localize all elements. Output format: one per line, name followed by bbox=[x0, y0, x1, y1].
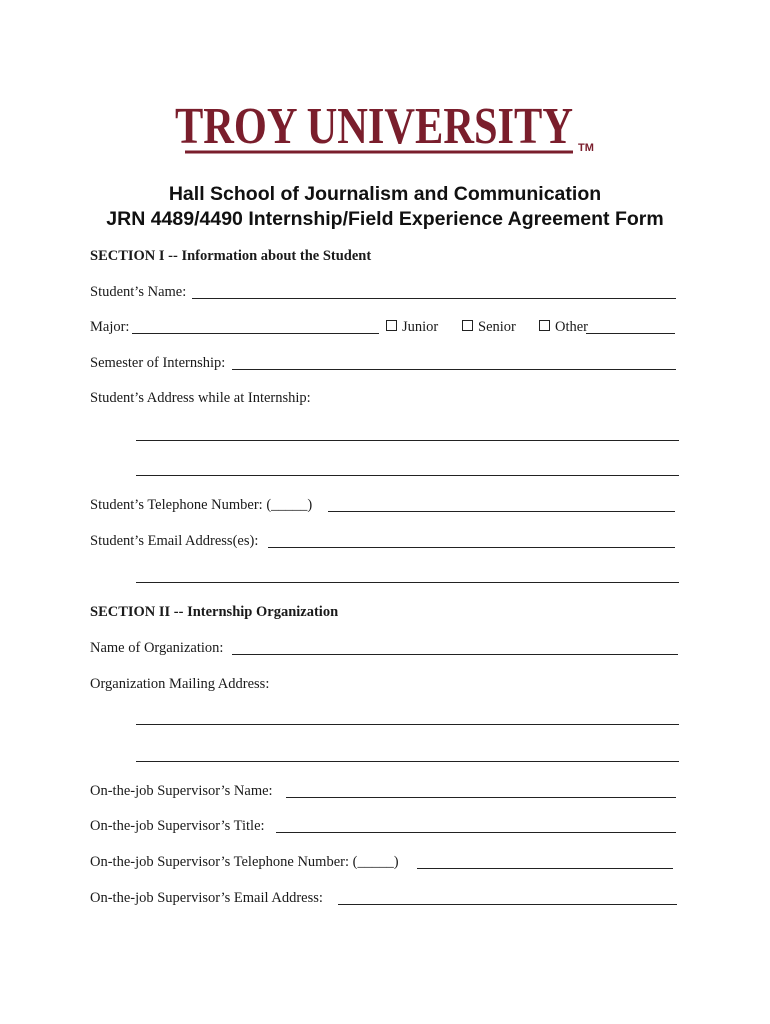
supervisor-email-field[interactable] bbox=[338, 904, 677, 905]
student-address-line-2[interactable] bbox=[136, 475, 679, 476]
other-field[interactable] bbox=[586, 333, 675, 334]
org-address-line-2[interactable] bbox=[136, 761, 679, 762]
section-1-title: SECTION I -- Information about the Student bbox=[90, 248, 372, 264]
student-email-label: Student’s Email Address(es): bbox=[90, 533, 259, 549]
major-label: Major: bbox=[90, 319, 130, 335]
checkbox-icon bbox=[539, 320, 550, 331]
troy-university-logo bbox=[175, 96, 605, 156]
student-email-field[interactable] bbox=[268, 547, 675, 548]
student-email-line-2[interactable] bbox=[136, 582, 679, 583]
junior-checkbox[interactable] bbox=[386, 319, 438, 336]
supervisor-title-label: On-the-job Supervisor’s Title: bbox=[90, 818, 265, 834]
org-address-line-1[interactable] bbox=[136, 724, 679, 725]
semester-label: Semester of Internship: bbox=[90, 355, 226, 371]
student-phone-field[interactable] bbox=[328, 511, 675, 512]
org-name-label: Name of Organization: bbox=[90, 640, 224, 656]
senior-label: Senior bbox=[478, 319, 516, 335]
semester-field[interactable] bbox=[232, 369, 676, 370]
student-name-label: Student’s Name: bbox=[90, 284, 187, 300]
section-2-title: SECTION II -- Internship Organization bbox=[90, 604, 339, 620]
other-checkbox[interactable] bbox=[539, 319, 588, 336]
checkbox-icon bbox=[386, 320, 397, 331]
other-label: Other bbox=[555, 319, 589, 335]
supervisor-title-field[interactable] bbox=[276, 832, 676, 833]
supervisor-phone-field[interactable] bbox=[417, 868, 673, 869]
checkbox-icon bbox=[462, 320, 473, 331]
major-field[interactable] bbox=[132, 333, 379, 334]
org-name-field[interactable] bbox=[232, 654, 678, 655]
student-address-line-1[interactable] bbox=[136, 440, 679, 441]
org-address-label: Organization Mailing Address: bbox=[90, 676, 270, 692]
supervisor-phone-label: On-the-job Supervisor’s Telephone Number: (_____) bbox=[90, 854, 399, 870]
supervisor-name-label: On-the-job Supervisor’s Name: bbox=[90, 783, 273, 799]
form-title: JRN 4489/4490 Internship/Field Experience Agreement Form bbox=[106, 208, 664, 230]
school-title: Hall School of Journalism and Communication bbox=[168, 183, 602, 205]
senior-checkbox[interactable] bbox=[462, 319, 516, 336]
student-name-field[interactable] bbox=[192, 298, 676, 299]
svg-text:TM: TM bbox=[578, 142, 594, 154]
supervisor-email-label: On-the-job Supervisor’s Email Address: bbox=[90, 890, 323, 906]
svg-text:TROY UNIVERSITY: TROY UNIVERSITY bbox=[175, 98, 573, 155]
student-phone-label: Student’s Telephone Number: (_____) bbox=[90, 497, 313, 513]
junior-label: Junior bbox=[402, 319, 439, 335]
supervisor-name-field[interactable] bbox=[286, 797, 676, 798]
student-address-label: Student’s Address while at Internship: bbox=[90, 390, 311, 406]
